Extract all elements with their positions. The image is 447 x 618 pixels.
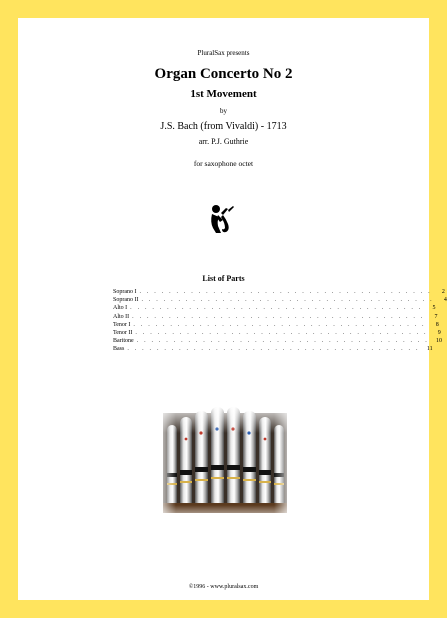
movement-subtitle: 1st Movement <box>190 88 257 100</box>
part-page-number: 10 <box>435 338 442 345</box>
dot-leader: . . . . . . . . . . . . . . . . . . . . . . . . . . . . . . . . . . . . . . . . <box>132 313 425 320</box>
part-name: Alto I <box>113 305 128 312</box>
part-page-number: 9 <box>437 330 441 337</box>
part-name: Baritone <box>113 338 134 345</box>
dot-leader: . . . . . . . . . . . . . . . . . . . . . . . . . . . . . . . . . . . . . . . . <box>141 297 434 304</box>
dot-leader: . . . . . . . . . . . . . . . . . . . . . . . . . . . . . . . . . . . . . . . . <box>133 321 426 328</box>
part-row <box>113 345 433 353</box>
presenter-line: PluralSax presents <box>197 49 250 57</box>
dot-leader: . . . . . . . . . . . . . . . . . . . . . . . . . . . . . . . . . . . . . . . . <box>130 305 423 312</box>
part-page-number: 11 <box>426 346 433 353</box>
page-title: Organ Concerto No 2 <box>154 66 293 82</box>
part-row <box>113 313 438 321</box>
part-name: Tenor II <box>113 330 133 337</box>
dot-leader: . . . . . . . . . . . . . . . . . . . . . . . . . . . . . . . . . . . . . . . . <box>139 289 432 295</box>
part-row <box>113 329 441 337</box>
saxophone-player-logo-icon <box>209 204 235 234</box>
part-row <box>113 321 439 329</box>
copyright-footer: ©1996 - www.pluralsax.com <box>188 584 259 590</box>
part-name: Tenor I <box>113 321 131 328</box>
part-name: Alto II <box>113 313 130 320</box>
by-label: by <box>220 107 227 115</box>
part-page-number: 5 <box>432 305 436 312</box>
parts-list <box>113 288 447 354</box>
part-page-number: 7 <box>434 313 438 320</box>
part-name: Soprano II <box>113 297 139 304</box>
dot-leader: . . . . . . . . . . . . . . . . . . . . . . . . . . . . . . . . . . . . . . . . <box>136 338 429 345</box>
part-name: Soprano I <box>113 289 137 295</box>
part-page-number: 4 <box>443 297 447 304</box>
part-row <box>113 296 447 304</box>
organ-pipes-image <box>155 403 295 523</box>
part-row <box>113 304 436 312</box>
arranger-line: arr. P.J. Guthrie <box>198 137 249 146</box>
part-name: Bass <box>113 346 125 353</box>
part-row <box>113 288 445 296</box>
instrumentation-line: for saxophone octet <box>193 159 254 168</box>
part-page-number: 8 <box>435 321 439 328</box>
part-row <box>113 337 442 345</box>
part-page-number: 2 <box>441 289 445 295</box>
dot-leader: . . . . . . . . . . . . . . . . . . . . . . . . . . . . . . . . . . . . . . . . <box>127 346 420 353</box>
dot-leader: . . . . . . . . . . . . . . . . . . . . . . . . . . . . . . . . . . . . . . . . <box>135 330 428 337</box>
composer-line: J.S. Bach (from Vivaldi) - 1713 <box>160 121 287 132</box>
parts-list-heading: List of Parts <box>202 274 245 283</box>
score-cover-page <box>18 18 447 600</box>
